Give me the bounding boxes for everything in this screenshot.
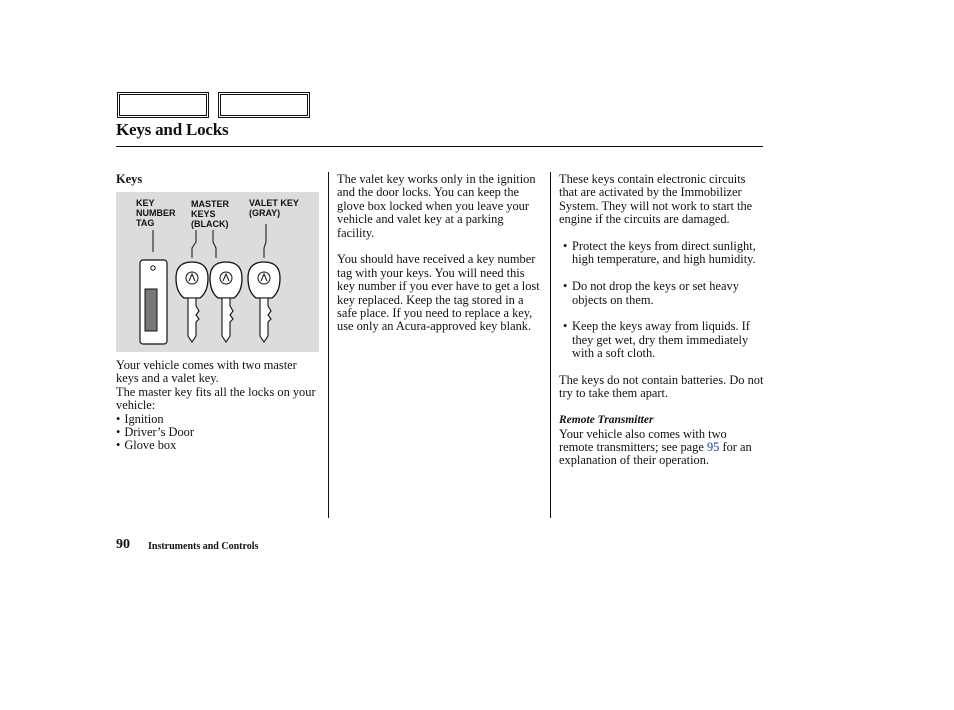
master-key-icon <box>176 262 208 342</box>
title-divider <box>116 146 763 147</box>
master-keys-label: MASTER KEYS (BLACK) <box>191 199 229 229</box>
nav-next-button[interactable] <box>218 92 310 118</box>
keys-text: Your vehicle comes with two master keys and a valet key. The master key fits all the locks on your vehicle: • Ignition • Driver’s Door • Glove box <box>116 358 316 453</box>
nav-prev-button[interactable] <box>117 92 209 118</box>
keys-subhead: Keys <box>116 172 143 186</box>
list-item: • Glove box <box>116 438 177 453</box>
keys-illustration <box>116 192 319 352</box>
remote-transmitter-text: Your vehicle also comes with two remote transmitters; see page 95 for an explanation of their operation. <box>559 426 752 468</box>
key-number-tag-label: KEY NUMBER TAG <box>136 198 176 228</box>
list-item: • Keep the keys away from liquids. If they get wet, dry them immediately with a soft cloth. <box>563 319 750 361</box>
page-link[interactable]: 95 <box>706 440 720 455</box>
valet-key-icon <box>248 262 280 342</box>
column-1 <box>116 173 316 186</box>
list-item: • Ignition <box>116 411 164 426</box>
column-divider <box>550 172 551 518</box>
page-title: Keys and Locks <box>116 120 229 139</box>
column-3: These keys contain electronic circuits that are activated by the Immobilizer System. They will not work to start the engine if the circuits are damaged. • Protect the keys from direct sunlight, high temperature, and high humidity. • Do not drop the keys or set heavy objects on them. • Keep the keys away from liquids. If they get wet, dry them immediately with a soft cloth. The keys do not contain batteries. Do not try to take them apart. Remote Transmitter Your vehicle also comes with two remote transmitters; see page 95 for an explanation of their operation. <box>559 172 764 468</box>
column-2: The valet key works only in the ignition and the door locks. You can keep the glove box locked when you leave your vehicle and valet key at a parking facility. You should have received a key number tag with your keys. You will need this key number if you ever have to get a lost key replaced. Keep the tag stored in a safe place. If you need to replace a key, use only an Acura-approved key blank. <box>337 172 540 334</box>
list-item: • Do not drop the keys or set heavy objects on them. <box>563 279 739 307</box>
page-number: 90 <box>116 537 130 552</box>
keys-drawing <box>116 192 319 352</box>
section-label: Instruments and Controls <box>148 541 259 552</box>
remote-transmitter-subhead: Remote Transmitter <box>559 414 654 427</box>
list-item: • Protect the keys from direct sunlight, high temperature, and high humidity. <box>563 239 756 267</box>
master-key-icon <box>210 262 242 342</box>
column-divider <box>328 172 329 518</box>
valet-key-label: VALET KEY (GRAY) <box>249 198 299 218</box>
list-item: • Driver’s Door <box>116 425 194 440</box>
